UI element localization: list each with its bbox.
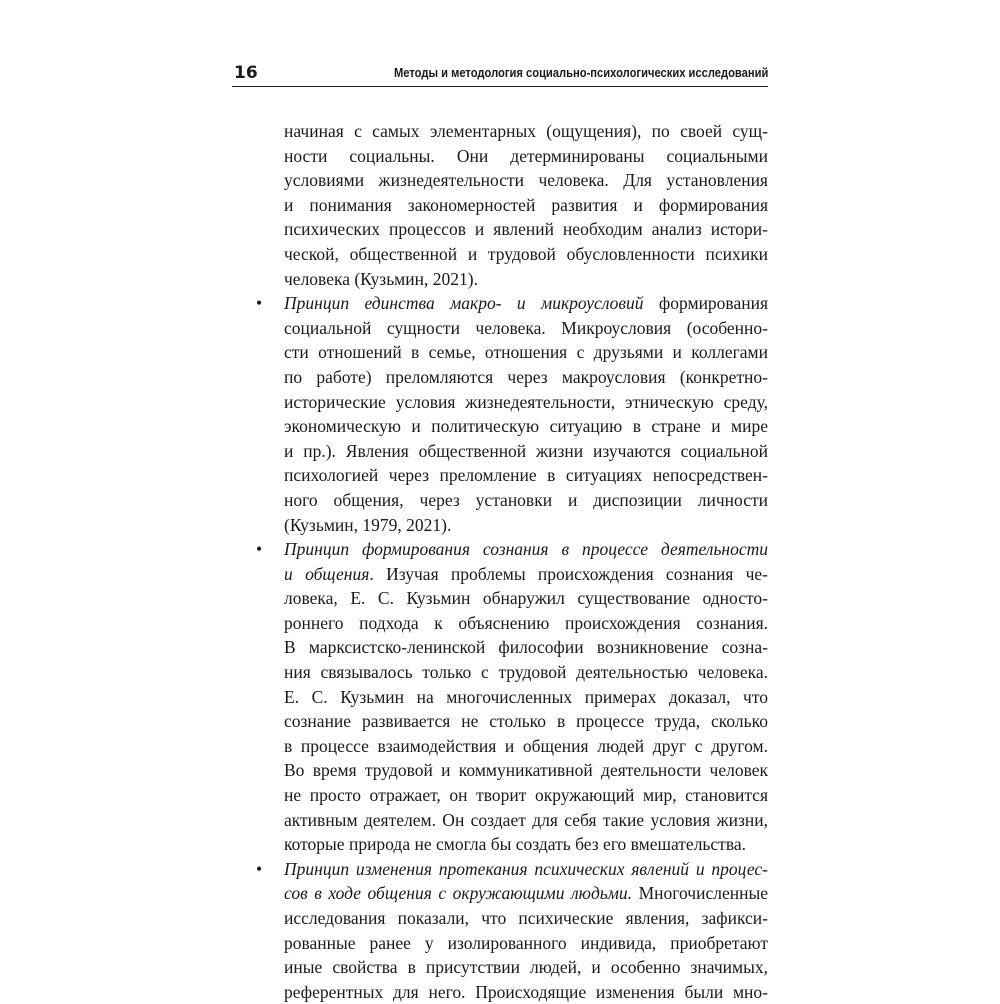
text-line: и общения. Изучая проблемы происхождения сознания че- <box>284 563 768 584</box>
text-line: условиями жизнедеятельности человека. Для установления <box>284 170 768 191</box>
header-rule <box>232 86 768 87</box>
paragraph-continuation <box>234 119 768 291</box>
text-line: Е. С. Кузьмин на многочисленных примерах доказал, что <box>284 686 768 707</box>
text-line: в процессе взаимодействия и общения людей друг с другом. <box>284 735 768 756</box>
text-line: роннего подхода к объяснению происхождения сознания. <box>284 612 768 633</box>
bullet-item-communication <box>234 857 768 1004</box>
bullet-icon: • <box>256 539 263 560</box>
text-line: ния связывалось только с трудовой деятельностью человека. <box>284 662 768 683</box>
text-line: сознание развивается не столько в процессе труда, сколько <box>284 711 768 732</box>
text-line: которые природа не смогла бы создать без его вмешательства. <box>284 834 746 855</box>
text-line: • Принцип единства макро- и микроусловий формирования <box>234 291 768 316</box>
text-line: В марксистско-ленинской философии возникновение созна- <box>284 637 768 658</box>
text-line: психологией через преломление в ситуациях непосредствен- <box>284 465 768 486</box>
principle-title: Принцип единства макро- и микроусловий <box>284 293 644 314</box>
principle-title-continued: и общения <box>284 563 370 584</box>
text-line: активным деятелем. Он создает для себя такие условия жизни, <box>284 809 768 830</box>
text-line: экономическую и политическую ситуацию в стране и мире <box>284 416 768 437</box>
text-line: рованные ранее у изолированного индивида, приобретают <box>284 932 768 953</box>
body-text <box>234 119 768 1004</box>
text-line: исторические условия жизнедеятельности, этническую среду, <box>284 391 768 412</box>
text-line: ного общения, через установки и диспозиции личности <box>284 489 768 510</box>
bullet-item-macro-micro <box>234 291 768 537</box>
text-line: по работе) преломляются через макроусловия (конкретно- <box>284 366 768 387</box>
text-line: Во время трудовой и коммуникативной деятельности человек <box>284 760 768 781</box>
text-line: не просто отражает, он творит окружающий мир, становится <box>284 785 768 806</box>
text-line: исследования показали, что психические явления, зафикси- <box>284 908 768 928</box>
principle-title-continued: сов в ходе общения с окружающими людьми. <box>284 883 633 904</box>
text-line: ности социальны. Они детерминированы социальными <box>284 145 768 166</box>
page-number: 16 <box>234 63 258 83</box>
text-line: ческой, общественной и трудовой обусловленности психики <box>284 243 768 264</box>
principle-title: Принцип формирования сознания в процессе деятельности <box>284 539 768 560</box>
text-line: начиная с самых элементарных (ощущения), по своей сущ- <box>284 121 768 141</box>
text-line: сов в ходе общения с окружающими людьми. Многочисленные <box>284 883 768 904</box>
text-line: иные свойства в присутствии людей, и особенно значимых, <box>284 957 768 978</box>
running-title: Методы и методология социально-психологических исследований <box>393 65 768 80</box>
text-line: человека (Кузьмин, 2021). <box>284 268 478 289</box>
principle-title: Принцип изменения протекания психических явлений и процес- <box>284 858 768 879</box>
text-line: психических процессов и явлений необходим анализ истори- <box>284 219 768 240</box>
bullet-icon: • <box>256 293 263 314</box>
text-line: социальной сущности человека. Микроусловия (особенно- <box>284 317 768 338</box>
bullet-item-consciousness <box>234 537 768 857</box>
text-line: и понимания закономерностей развития и формирования <box>284 194 768 215</box>
bullet-icon: • <box>256 858 263 879</box>
text-line: (Кузьмин, 1979, 2021). <box>284 514 452 535</box>
text-line <box>234 857 768 882</box>
text-line: ловека, Е. С. Кузьмин обнаружил существование односто- <box>284 588 768 609</box>
text-line: и пр.). Явления общественной жизни изучаются социальной <box>284 440 768 461</box>
text-line: сти отношений в семье, отношения с друзьями и коллегами <box>284 342 768 363</box>
text-line: референтных для него. Происходящие изменения были мно- <box>284 981 768 1002</box>
text-line <box>234 537 768 562</box>
